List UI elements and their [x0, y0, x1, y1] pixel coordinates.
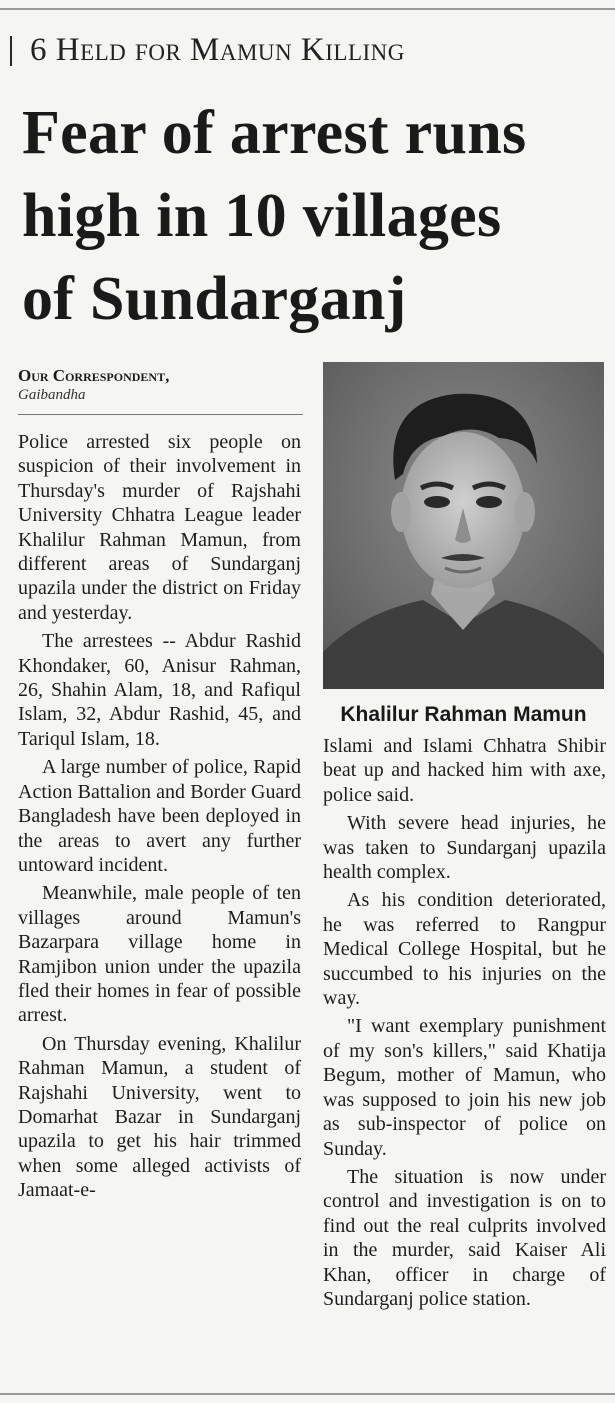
byline-place: Gaibandha [18, 387, 86, 403]
byline-name: Our Correspondent, [18, 366, 170, 385]
kicker: 6 Held for Mamun Killing [30, 32, 405, 68]
paragraph: Police arrested six people on suspicion of their involvement in Thursday's murder of Rajshahi University Chhatra League leader Khalilur Rahman Mamun, from different areas of Sundarganj upazila under the district on Friday and yesterday. [18, 431, 301, 624]
photo-caption: Khalilur Rahman Mamun [340, 703, 587, 726]
portrait-illustration [323, 362, 604, 689]
headline-line: Fear of arrest runs [22, 99, 527, 167]
paragraph: With severe head injuries, he was taken to Sundarganj upazila health complex. [323, 812, 606, 884]
paragraph: The situation is now under control and investigation is on to find out the real culprits involved in the murder, said Kaiser Ali Khan, officer in charge of Sundarganj police station. [323, 1165, 606, 1310]
headline-line: of Sundarganj [22, 265, 407, 333]
portrait-photo [323, 362, 604, 689]
headline [22, 92, 607, 341]
article-column-left [18, 430, 301, 1207]
paragraph: "I want exemplary punishment of my son's killers," said Khatija Begum, mother of Mamun, who was supposed to join his new job as sub-inspector of police on Sunday. [323, 1015, 606, 1160]
top-rule [0, 8, 615, 10]
paragraph: The arrestees -- Abdur Rashid Khondaker, 60, Anisur Rahman, 26, Shahin Alam, 18, and Rafiqul Islam, 32, Abdur Rashid, 45, and Tariqul Islam, 18. [18, 630, 301, 750]
paragraph: A large number of police, Rapid Action Battalion and Border Guard Bangladesh have been deployed in the areas to avert any further untoward incident. [18, 756, 301, 876]
headline-line: high in 10 villages [22, 182, 502, 250]
paragraph: On Thursday evening, Khalilur Rahman Mamun, a student of Rajshahi University, went to Domarhat Bazar in Sundarganj upazila to get his hair trimmed when some alleged activists of Jamaat-e- [18, 1032, 301, 1202]
paragraph: Meanwhile, male people of ten villages around Mamun's Bazarpara village home in Ramjibon union under the upazila fled their homes in fear of possible arrest. [18, 882, 301, 1027]
article-column-right [323, 734, 606, 1315]
bottom-rule [0, 1393, 615, 1395]
byline [18, 366, 313, 404]
paragraph: As his condition deteriorated, he was referred to Rangpur Medical College Hospital, but he succumbed to his injuries on the way. [323, 889, 606, 1010]
byline-rule [18, 414, 303, 415]
paragraph: Islami and Islami Chhatra Shibir beat up and hacked him with axe, police said. [323, 735, 606, 806]
kicker-bar [10, 36, 12, 66]
